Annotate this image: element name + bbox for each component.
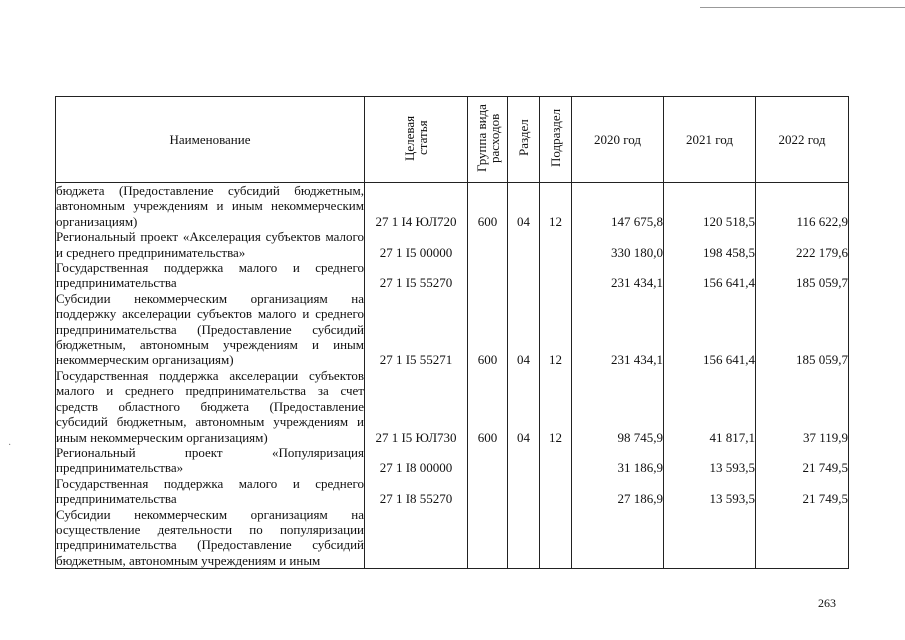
row-name: бюджета (Предоставление субсидий бюджетным, автономным учреждениям и иным некоммерческим организациям) bbox=[56, 183, 364, 229]
row-value-2021: 41 817,1 bbox=[664, 368, 756, 445]
row-value-2021: 156 641,4 bbox=[664, 260, 756, 291]
row-value-2020 bbox=[572, 507, 664, 569]
table-row bbox=[56, 476, 849, 507]
row-subsection bbox=[540, 229, 572, 260]
table-row bbox=[56, 368, 849, 445]
row-target-code: 27 1 I5 00000 bbox=[365, 229, 468, 260]
row-value-2022: 116 622,9 bbox=[756, 183, 849, 230]
row-value-2022: 21 749,5 bbox=[756, 476, 849, 507]
table-row bbox=[56, 291, 849, 368]
header-2021: 2021 год bbox=[664, 97, 756, 183]
row-target-code: 27 1 I8 00000 bbox=[365, 445, 468, 476]
header-target: Целевая статья bbox=[365, 97, 468, 183]
row-group: 600 bbox=[468, 368, 508, 445]
row-name: Государственная поддержка малого и среднего предпринимательства bbox=[56, 475, 364, 507]
header-2022: 2022 год bbox=[756, 97, 849, 183]
header-subsection: Подраздел bbox=[540, 97, 572, 183]
page-number: 263 bbox=[818, 596, 836, 610]
row-name: Государственная поддержка малого и среднего предпринимательства bbox=[56, 260, 364, 291]
row-value-2022: 37 119,9 bbox=[756, 368, 849, 445]
row-section: 04 bbox=[508, 291, 540, 368]
row-target-code: 27 1 I8 55270 bbox=[365, 476, 468, 507]
row-group bbox=[468, 260, 508, 291]
row-group bbox=[468, 507, 508, 569]
row-target-code: 27 1 I5 55271 bbox=[365, 291, 468, 368]
row-section: 04 bbox=[508, 368, 540, 445]
table-row bbox=[56, 260, 849, 291]
row-value-2021: 13 593,5 bbox=[664, 476, 756, 507]
row-name: Субсидии некоммерческим организациям на поддержку акселерации субъектов малого и среднего предпринимательства (Предоставление субсидий бюджетным, автономным учреждениям и иным некоммерческим организациям) bbox=[56, 290, 364, 368]
row-section bbox=[508, 507, 540, 569]
row-value-2020: 31 186,9 bbox=[572, 445, 664, 476]
header-2020: 2020 год bbox=[572, 97, 664, 183]
row-section bbox=[508, 260, 540, 291]
row-target-code: 27 1 I5 ЮЛ730 bbox=[365, 368, 468, 445]
row-value-2021: 120 518,5 bbox=[664, 183, 756, 230]
table-body bbox=[56, 183, 849, 569]
row-value-2022: 222 179,6 bbox=[756, 229, 849, 260]
row-group bbox=[468, 229, 508, 260]
row-value-2022: 21 749,5 bbox=[756, 445, 849, 476]
row-name: Региональный проект «Популяризация предпринимательства» bbox=[56, 444, 364, 476]
budget-table bbox=[55, 96, 849, 569]
row-value-2020: 27 186,9 bbox=[572, 476, 664, 507]
row-name: Региональный проект «Акселерация субъектов малого и среднего предпринимательства» bbox=[56, 229, 364, 260]
header-group: Группа вида расходов bbox=[468, 97, 508, 183]
row-value-2021: 156 641,4 bbox=[664, 291, 756, 368]
row-section: 04 bbox=[508, 183, 540, 230]
row-value-2020: 330 180,0 bbox=[572, 229, 664, 260]
row-section bbox=[508, 476, 540, 507]
row-subsection: 12 bbox=[540, 183, 572, 230]
row-target-code: 27 1 I4 ЮЛ720 bbox=[365, 183, 468, 230]
row-group bbox=[468, 476, 508, 507]
table-row bbox=[56, 229, 849, 260]
row-subsection bbox=[540, 260, 572, 291]
row-value-2022: 185 059,7 bbox=[756, 260, 849, 291]
row-value-2020: 147 675,8 bbox=[572, 183, 664, 230]
row-value-2020: 231 434,1 bbox=[572, 291, 664, 368]
row-subsection: 12 bbox=[540, 368, 572, 445]
row-group: 600 bbox=[468, 291, 508, 368]
row-name: Субсидии некоммерческим организациям на осуществление деятельности по популяризации предпринимательства (Предоставление субсидий бюджетным, автономным учреждениям и иным bbox=[56, 506, 364, 568]
row-value-2021: 13 593,5 bbox=[664, 445, 756, 476]
row-subsection bbox=[540, 445, 572, 476]
scan-speck: · bbox=[8, 440, 12, 451]
header-row bbox=[56, 97, 849, 183]
row-value-2022 bbox=[756, 507, 849, 569]
row-subsection bbox=[540, 507, 572, 569]
table-row bbox=[56, 183, 849, 230]
header-name: Наименование bbox=[56, 97, 365, 183]
row-subsection: 12 bbox=[540, 291, 572, 368]
row-target-code bbox=[365, 507, 468, 569]
row-subsection bbox=[540, 476, 572, 507]
row-group: 600 bbox=[468, 183, 508, 230]
row-value-2021: 198 458,5 bbox=[664, 229, 756, 260]
scan-edge-line bbox=[700, 7, 905, 8]
header-section: Раздел bbox=[508, 97, 540, 183]
row-target-code: 27 1 I5 55270 bbox=[365, 260, 468, 291]
row-name: Государственная поддержка акселерации субъектов малого и среднего предпринимательства за счет средств областного бюджета (Предоставление субсидий бюджетным, автономным учреждениям и иным некоммерческим организациям) bbox=[56, 367, 364, 445]
table-row bbox=[56, 445, 849, 476]
row-value-2020: 98 745,9 bbox=[572, 368, 664, 445]
row-section bbox=[508, 445, 540, 476]
row-section bbox=[508, 229, 540, 260]
row-value-2020: 231 434,1 bbox=[572, 260, 664, 291]
row-value-2022: 185 059,7 bbox=[756, 291, 849, 368]
row-group bbox=[468, 445, 508, 476]
table-row bbox=[56, 507, 849, 569]
row-value-2021 bbox=[664, 507, 756, 569]
